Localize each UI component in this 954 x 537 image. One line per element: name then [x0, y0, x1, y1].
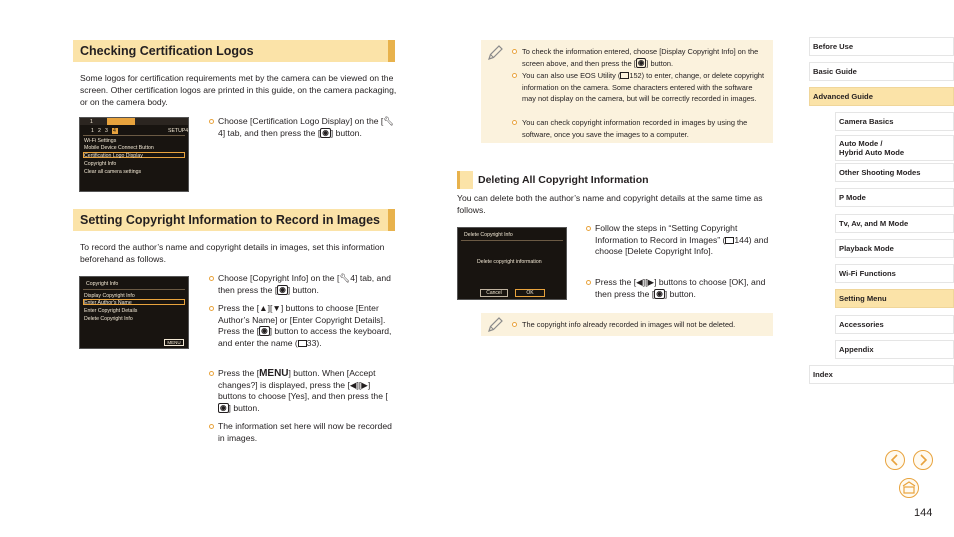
func-set-button-icon: ◉	[279, 284, 286, 294]
page-number: 144	[914, 507, 933, 519]
wrench-tab-icon: 🔧︎	[383, 116, 395, 126]
tab-1: 1	[90, 119, 93, 125]
certification-intro: Some logos for certification requirements met by the camera can be viewed on the screen. Other certification logos are printed in this guide, on the camera packaging, or on the camera body.	[80, 73, 397, 107]
copyright-step-2: Press the [▲][▼] buttons to choose [Enter Author’s Name] or [Enter Copyright Details]. Press the [ ◉ ] button to access the keyboard, and enter the name ( 33).	[218, 303, 396, 349]
menu-button-icon: MENU	[259, 368, 289, 379]
copyright-step-1: Choose [Copyright Info] on the [🔧︎4] tab, and then press the [ ◉ ] button.	[218, 273, 396, 296]
menu-item: Delete Copyright Info	[84, 316, 133, 322]
menu-item: Wi-Fi Settings	[84, 138, 117, 144]
sidebar-item-p-mode[interactable]: P Mode	[835, 188, 954, 207]
sidebar-item-setting-menu[interactable]: Setting Menu	[835, 289, 954, 308]
note-box-copyright	[481, 40, 773, 143]
func-set-button-icon: ◉	[322, 127, 329, 137]
tab-num-4: 4	[113, 128, 116, 134]
confirm-message: Delete copyright information	[477, 259, 542, 265]
sidebar-item-wifi-functions[interactable]: Wi-Fi Functions	[835, 264, 954, 283]
menu-item-selected: Certification Logo Display	[84, 153, 143, 159]
tab-num-3: 3	[105, 128, 108, 134]
wrench-tab-icon: 🔧︎	[339, 273, 351, 283]
sidebar-item-index[interactable]: Index	[809, 365, 954, 384]
menu-item: Display Copyright Info	[84, 293, 135, 299]
bullet-icon	[209, 276, 214, 281]
copyright-step-4: The information set here will now be recorded in images.	[218, 421, 392, 443]
up-arrow-icon: ▲	[259, 303, 268, 313]
pencil-note-icon	[486, 44, 504, 62]
camera-screen-setup4	[79, 117, 189, 192]
right-arrow-icon: ▶	[361, 379, 368, 390]
tab-num-2: 2	[98, 128, 101, 134]
sidebar-item-basic-guide[interactable]: Basic Guide	[809, 62, 954, 81]
screen-title: Copyright Info	[86, 281, 119, 287]
down-arrow-icon: ▼	[272, 303, 281, 313]
func-set-button-icon: ◉	[656, 288, 663, 298]
menu-item: Enter Copyright Details	[84, 308, 138, 314]
bullet-icon	[586, 226, 591, 231]
menu-item-selected: Enter Author's Name	[84, 300, 132, 306]
sidebar-item-other-shooting-modes[interactable]: Other Shooting Modes	[835, 163, 954, 182]
section-title-certification-logos: Checking Certification Logos	[73, 40, 395, 62]
pencil-note-icon	[486, 316, 504, 334]
book-reference-icon	[298, 340, 307, 347]
note-item-1: To check the information entered, choose [Display Copyright Info] on the screen above, and then press the [ ◉ ] button.	[522, 46, 766, 69]
copyright-step-3: Press the [MENU] button. When [Accept changes?] is displayed, press the [◀][▶] buttons to choose [Yes], and then press the [◉ ] button.	[218, 368, 396, 414]
next-page-icon[interactable]	[913, 450, 933, 470]
menu-item: Clear all camera settings	[84, 169, 142, 175]
menu-item: Mobile Device Connect Button	[84, 145, 154, 151]
sidebar-item-advanced-guide[interactable]: Advanced Guide	[809, 87, 954, 106]
menu-item: Copyright Info	[84, 161, 117, 167]
bullet-icon	[512, 49, 517, 54]
deleting-intro: You can delete both the author’s name and copyright details at the same time as follows.	[457, 193, 763, 215]
func-set-button-icon: ◉	[220, 402, 227, 412]
screen-title: Delete Copyright Info	[464, 232, 513, 238]
left-arrow-icon: ◀	[349, 379, 357, 390]
divider	[83, 289, 185, 290]
ok-button: OK	[515, 289, 545, 297]
section-title-setting-copyright: Setting Copyright Information to Record in Images	[73, 209, 395, 231]
note-box-delete	[481, 313, 773, 336]
sidebar-item-playback-mode[interactable]: Playback Mode	[835, 239, 954, 258]
book-reference-icon	[620, 72, 629, 79]
tab-num-1: 1	[91, 128, 94, 134]
sidebar-item-appendix[interactable]: Appendix	[835, 340, 954, 359]
cancel-button: Cancel	[480, 289, 508, 297]
bullet-icon	[512, 322, 517, 327]
sidebar-item-auto-mode[interactable]: Auto Mode / Hybrid Auto Mode	[835, 135, 954, 161]
right-arrow-icon: ▶	[647, 277, 655, 287]
bullet-icon	[209, 306, 214, 311]
bullet-icon	[209, 424, 214, 429]
section-marker-deleting	[457, 171, 473, 189]
note-item-2: You can also use EOS Utility ( 152) to enter, change, or delete copyright information on the camera. Some characters entered with the software may not display on the camera, but will be correctly recorded in images.	[522, 70, 766, 105]
bullet-icon	[512, 73, 517, 78]
bullet-icon	[209, 371, 214, 376]
divider	[83, 135, 185, 136]
camera-screen-delete-copyright	[457, 227, 567, 300]
sidebar-item-camera-basics[interactable]: Camera Basics	[835, 112, 954, 131]
note-item-3: You can check copyright information recorded in images by using the software, once you save the images to a computer.	[522, 117, 766, 140]
tab-name: SETUP4	[168, 128, 189, 134]
delete-step-1: Follow the steps in “Setting Copyright Information to Record in Images” ( 144) and choose [Delete Copyright Info].	[595, 223, 773, 258]
camera-screen-copyright-info	[79, 276, 189, 349]
copyright-intro: To record the author’s name and copyright details in images, set this information beforehand as follows.	[80, 242, 385, 264]
prev-page-icon[interactable]	[885, 450, 905, 470]
top-page-icon[interactable]	[899, 478, 919, 498]
menu-badge: MENU	[164, 339, 184, 346]
bullet-icon	[209, 119, 214, 124]
note-item-4: The copyright info already recorded in images will not be deleted.	[522, 319, 766, 331]
certification-step: Choose [Certification Logo Display] on the [🔧︎4] tab, and then press the [ ◉ ] button.	[218, 116, 396, 139]
left-arrow-icon: ◀	[636, 277, 643, 287]
section-title-deleting: Deleting All Copyright Information	[478, 174, 649, 186]
sidebar-item-before-use[interactable]: Before Use	[809, 37, 954, 56]
sidebar-item-tv-av-m-mode[interactable]: Tv, Av, and M Mode	[835, 214, 954, 233]
tab-highlight	[107, 118, 135, 125]
func-set-button-icon: ◉	[261, 326, 268, 336]
bullet-icon	[512, 120, 517, 125]
divider	[461, 240, 563, 241]
delete-step-2: Press the [◀][▶] buttons to choose [OK], and then press the [ ◉ ] button.	[595, 277, 773, 300]
sidebar-item-accessories[interactable]: Accessories	[835, 315, 954, 334]
func-set-button-icon: ◉	[637, 57, 645, 67]
bullet-icon	[586, 280, 591, 285]
